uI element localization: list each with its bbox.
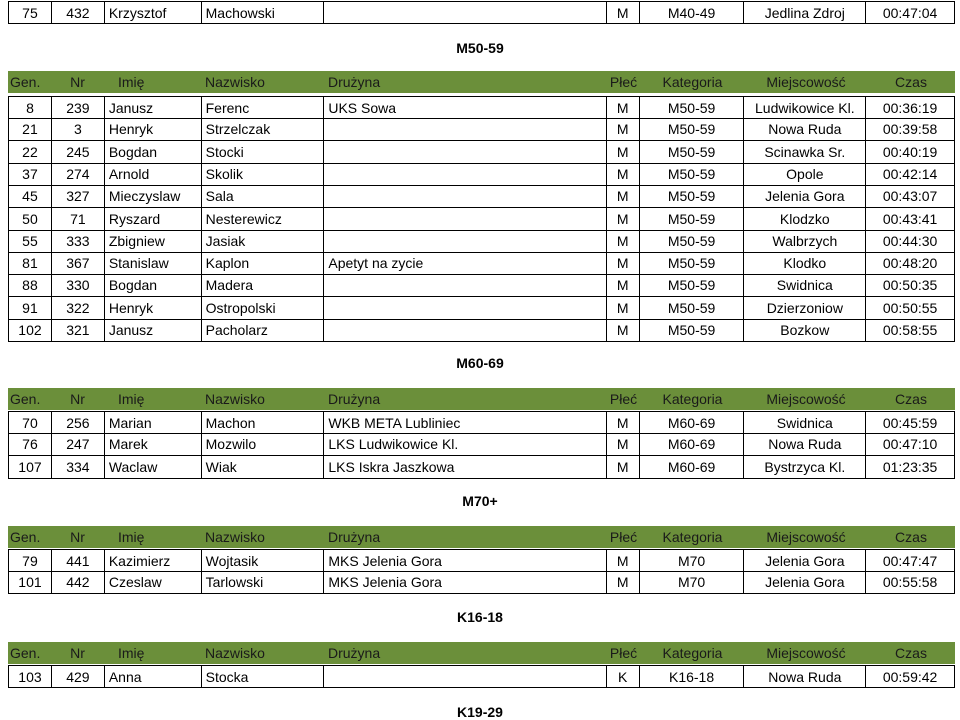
table-row <box>8 96 955 119</box>
cell-gen: 81 <box>9 252 52 274</box>
header-druzyna: Drużyna <box>328 391 381 407</box>
cell-miejscowosc: Klodko <box>744 252 866 274</box>
cell-gen: 107 <box>9 456 52 478</box>
cell-druzyna <box>324 163 606 185</box>
cell-nazwisko: Jasiak <box>202 230 325 252</box>
cell-plec: M <box>607 456 640 478</box>
header-czas: Czas <box>895 74 927 90</box>
header-plec: Płeć <box>609 529 638 545</box>
cell-nazwisko: Machowski <box>202 2 325 23</box>
cell-gen: 103 <box>9 666 52 687</box>
cell-kategoria: M50-59 <box>640 297 745 319</box>
header-kategoria: Kategoria <box>662 391 723 407</box>
cell-druzyna <box>324 185 606 207</box>
cell-druzyna: WKB META Lubliniec <box>324 412 606 433</box>
table-row <box>8 297 955 320</box>
cell-imie: Bogdan <box>105 274 202 296</box>
header-gen: Gen. <box>10 529 41 545</box>
cell-kategoria: M50-59 <box>640 274 745 296</box>
cell-imie: Kazimierz <box>105 550 202 571</box>
cell-nazwisko: Wiak <box>202 456 325 478</box>
cell-gen: 37 <box>9 163 52 185</box>
cell-nr: 71 <box>52 208 105 230</box>
header-nr: Nr <box>70 529 85 545</box>
cell-gen: 76 <box>9 433 52 455</box>
cell-nazwisko: Wojtasik <box>202 550 325 571</box>
cell-plec: M <box>607 2 640 23</box>
section-title: M70+ <box>462 493 498 509</box>
header-plec: Płeć <box>609 391 638 407</box>
cell-druzyna <box>324 118 606 140</box>
cell-czas: 00:47:10 <box>882 436 938 453</box>
cell-gen: 88 <box>9 274 52 296</box>
cell-miejscowosc: Swidnica <box>744 412 866 433</box>
cell-miejscowosc: Scinawka Sr. <box>744 141 866 163</box>
cell-czas: 00:58:55 <box>882 322 938 338</box>
header-miejscowosc: Miejscowość <box>766 391 846 407</box>
cell-plec: M <box>607 412 640 433</box>
cell-gen: 21 <box>9 118 52 140</box>
table-row <box>8 185 955 208</box>
cell-kategoria: K16-18 <box>640 666 745 687</box>
cell-imie: Stanislaw <box>105 252 202 274</box>
table-row <box>8 252 955 275</box>
header-imie: Imię <box>118 645 145 661</box>
cell-kategoria: M50-59 <box>640 230 745 252</box>
table-row <box>8 665 955 688</box>
cell-druzyna <box>324 666 606 687</box>
cell-druzyna <box>324 297 606 319</box>
table-row <box>8 456 955 479</box>
cell-czas: 00:43:41 <box>882 210 938 227</box>
cell-imie: Arnold <box>105 163 202 185</box>
section-title: M50-59 <box>456 40 504 56</box>
header-nazwisko: Nazwisko <box>205 391 265 407</box>
cell-miejscowosc: Jelenia Gora <box>744 571 866 593</box>
cell-nazwisko: Stocki <box>202 141 325 163</box>
header-czas: Czas <box>895 529 927 545</box>
table-row <box>8 433 955 456</box>
table-row <box>8 141 955 164</box>
table-header-row <box>8 71 955 93</box>
cell-miejscowosc: Opole <box>744 163 866 185</box>
cell-czas: 00:55:58 <box>882 574 938 591</box>
cell-nr: 442 <box>52 571 105 593</box>
header-nr: Nr <box>70 391 85 407</box>
cell-miejscowosc: Dzierzoniow <box>744 297 866 319</box>
cell-kategoria: M70 <box>640 571 745 593</box>
header-plec: Płeć <box>609 74 638 90</box>
header-imie: Imię <box>118 74 145 90</box>
cell-imie: Henryk <box>105 297 202 319</box>
cell-gen: 102 <box>9 319 52 341</box>
header-imie: Imię <box>118 391 145 407</box>
cell-miejscowosc: Nowa Ruda <box>744 118 866 140</box>
header-nazwisko: Nazwisko <box>205 529 265 545</box>
cell-nr: 333 <box>52 230 105 252</box>
cell-druzyna <box>324 319 606 341</box>
header-kategoria: Kategoria <box>662 529 723 545</box>
cell-plec: K <box>607 666 640 687</box>
cell-miejscowosc: Jelenia Gora <box>744 550 866 571</box>
cell-miejscowosc: Swidnica <box>744 274 866 296</box>
table-row <box>8 319 955 342</box>
cell-czas: 00:47:04 <box>882 4 938 21</box>
cell-imie: Janusz <box>105 97 202 118</box>
cell-imie: Bogdan <box>105 141 202 163</box>
cell-miejscowosc: Nowa Ruda <box>744 433 866 455</box>
table-row <box>8 1 955 24</box>
cell-czas: 00:50:35 <box>882 277 938 294</box>
cell-druzyna: MKS Jelenia Gora <box>324 571 606 593</box>
cell-plec: M <box>607 118 640 140</box>
cell-imie: Czeslaw <box>105 571 202 593</box>
cell-nazwisko: Sala <box>202 185 325 207</box>
section-title: M60-69 <box>456 355 504 371</box>
cell-plec: M <box>607 141 640 163</box>
header-kategoria: Kategoria <box>662 74 723 90</box>
cell-gen: 70 <box>9 412 52 433</box>
cell-nr: 432 <box>52 2 105 23</box>
cell-czas: 00:47:47 <box>882 552 938 569</box>
table-row <box>8 549 955 572</box>
cell-miejscowosc: Bozkow <box>744 319 866 341</box>
table-row <box>8 571 955 594</box>
cell-nr: 330 <box>52 274 105 296</box>
cell-miejscowosc: Walbrzych <box>744 230 866 252</box>
cell-druzyna <box>324 274 606 296</box>
cell-czas: 00:59:42 <box>882 668 938 685</box>
cell-czas: 00:39:58 <box>882 121 938 138</box>
cell-imie: Waclaw <box>105 456 202 478</box>
cell-kategoria: M50-59 <box>640 208 745 230</box>
cell-plec: M <box>607 252 640 274</box>
header-czas: Czas <box>895 391 927 407</box>
cell-nazwisko: Ostropolski <box>202 297 325 319</box>
cell-druzyna <box>324 141 606 163</box>
cell-plec: M <box>607 571 640 593</box>
cell-gen: 8 <box>9 97 52 118</box>
cell-kategoria: M50-59 <box>640 118 745 140</box>
header-nazwisko: Nazwisko <box>205 645 265 661</box>
cell-kategoria: M70 <box>640 550 745 571</box>
cell-miejscowosc: Jelenia Gora <box>744 185 866 207</box>
table-row <box>8 118 955 141</box>
table-header-row <box>8 388 955 410</box>
cell-imie: Zbigniew <box>105 230 202 252</box>
cell-druzyna <box>324 230 606 252</box>
table-header-row <box>8 642 955 664</box>
header-gen: Gen. <box>10 74 41 90</box>
cell-nr: 245 <box>52 141 105 163</box>
table-row <box>8 208 955 231</box>
table-row <box>8 274 955 297</box>
cell-czas: 00:45:59 <box>882 414 938 431</box>
cell-kategoria: M50-59 <box>640 252 745 274</box>
header-gen: Gen. <box>10 391 41 407</box>
header-nr: Nr <box>70 74 85 90</box>
cell-nazwisko: Tarlowski <box>202 571 325 593</box>
cell-nazwisko: Ferenc <box>202 97 325 118</box>
cell-plec: M <box>607 97 640 118</box>
cell-nazwisko: Stocka <box>202 666 325 687</box>
cell-kategoria: M60-69 <box>640 456 745 478</box>
cell-plec: M <box>607 185 640 207</box>
cell-imie: Marian <box>105 412 202 433</box>
cell-druzyna: Apetyt na zycie <box>324 252 606 274</box>
cell-nazwisko: Pacholarz <box>202 319 325 341</box>
header-miejscowosc: Miejscowość <box>766 645 846 661</box>
cell-miejscowosc: Ludwikowice Kl. <box>744 97 866 118</box>
cell-gen: 22 <box>9 141 52 163</box>
cell-kategoria: M50-59 <box>640 97 745 118</box>
cell-plec: M <box>607 433 640 455</box>
header-imie: Imię <box>118 529 145 545</box>
cell-nr: 322 <box>52 297 105 319</box>
cell-plec: M <box>607 297 640 319</box>
cell-czas: 00:43:07 <box>882 188 938 205</box>
cell-czas: 00:44:30 <box>882 232 938 249</box>
cell-nr: 334 <box>52 456 105 478</box>
cell-gen: 75 <box>9 2 52 23</box>
cell-nr: 3 <box>52 118 105 140</box>
cell-kategoria: M40-49 <box>640 2 745 23</box>
header-miejscowosc: Miejscowość <box>766 529 846 545</box>
header-druzyna: Drużyna <box>328 74 381 90</box>
cell-druzyna <box>324 2 606 23</box>
cell-kategoria: M50-59 <box>640 319 745 341</box>
cell-plec: M <box>607 208 640 230</box>
section-title: K19-29 <box>457 704 503 720</box>
cell-czas: 00:48:20 <box>882 255 938 272</box>
cell-plec: M <box>607 319 640 341</box>
cell-gen: 55 <box>9 230 52 252</box>
cell-plec: M <box>607 550 640 571</box>
cell-nr: 247 <box>52 433 105 455</box>
table-row <box>8 163 955 186</box>
cell-nazwisko: Machon <box>202 412 325 433</box>
header-nazwisko: Nazwisko <box>205 74 265 90</box>
cell-druzyna: MKS Jelenia Gora <box>324 550 606 571</box>
cell-imie: Krzysztof <box>105 2 202 23</box>
header-czas: Czas <box>895 645 927 661</box>
cell-plec: M <box>607 230 640 252</box>
cell-nazwisko: Nesterewicz <box>202 208 325 230</box>
header-plec: Płeć <box>609 645 638 661</box>
header-gen: Gen. <box>10 645 41 661</box>
cell-nazwisko: Skolik <box>202 163 325 185</box>
table-header-row <box>8 526 955 548</box>
table-row <box>8 230 955 253</box>
cell-plec: M <box>607 163 640 185</box>
cell-nazwisko: Madera <box>202 274 325 296</box>
cell-kategoria: M50-59 <box>640 163 745 185</box>
cell-kategoria: M50-59 <box>640 141 745 163</box>
cell-miejscowosc: Nowa Ruda <box>744 666 866 687</box>
cell-czas: 00:50:55 <box>882 299 938 316</box>
cell-imie: Marek <box>105 433 202 455</box>
header-druzyna: Drużyna <box>328 529 381 545</box>
cell-nr: 429 <box>52 666 105 687</box>
cell-miejscowosc: Jedlina Zdroj <box>744 2 866 23</box>
cell-gen: 79 <box>9 550 52 571</box>
cell-druzyna <box>324 208 606 230</box>
cell-kategoria: M60-69 <box>640 412 745 433</box>
cell-nr: 239 <box>52 97 105 118</box>
cell-druzyna: LKS Iskra Jaszkowa <box>324 456 606 478</box>
cell-czas: 00:42:14 <box>882 165 938 182</box>
cell-czas: 00:36:19 <box>882 99 938 116</box>
cell-miejscowosc: Klodzko <box>744 208 866 230</box>
header-kategoria: Kategoria <box>662 645 723 661</box>
table-row <box>8 411 955 434</box>
cell-nr: 321 <box>52 319 105 341</box>
header-nr: Nr <box>70 645 85 661</box>
cell-imie: Anna <box>105 666 202 687</box>
cell-gen: 45 <box>9 185 52 207</box>
cell-imie: Janusz <box>105 319 202 341</box>
cell-plec: M <box>607 274 640 296</box>
cell-kategoria: M50-59 <box>640 185 745 207</box>
cell-czas: 00:40:19 <box>882 143 938 160</box>
cell-nazwisko: Strzelczak <box>202 118 325 140</box>
cell-miejscowosc: Bystrzyca Kl. <box>744 456 866 478</box>
header-miejscowosc: Miejscowość <box>766 74 846 90</box>
header-druzyna: Drużyna <box>328 645 381 661</box>
cell-gen: 91 <box>9 297 52 319</box>
section-title: K16-18 <box>457 609 503 625</box>
cell-nazwisko: Mozwilo <box>202 433 325 455</box>
cell-nr: 327 <box>52 185 105 207</box>
cell-kategoria: M60-69 <box>640 433 745 455</box>
cell-imie: Henryk <box>105 118 202 140</box>
cell-imie: Mieczyslaw <box>105 185 202 207</box>
cell-gen: 50 <box>9 208 52 230</box>
cell-nr: 367 <box>52 252 105 274</box>
cell-czas: 01:23:35 <box>882 458 938 475</box>
cell-nr: 274 <box>52 163 105 185</box>
cell-nazwisko: Kaplon <box>202 252 325 274</box>
cell-imie: Ryszard <box>105 208 202 230</box>
cell-gen: 101 <box>9 571 52 593</box>
cell-druzyna: LKS Ludwikowice Kl. <box>324 433 606 455</box>
cell-nr: 441 <box>52 550 105 571</box>
cell-nr: 256 <box>52 412 105 433</box>
cell-druzyna: UKS Sowa <box>324 97 606 118</box>
